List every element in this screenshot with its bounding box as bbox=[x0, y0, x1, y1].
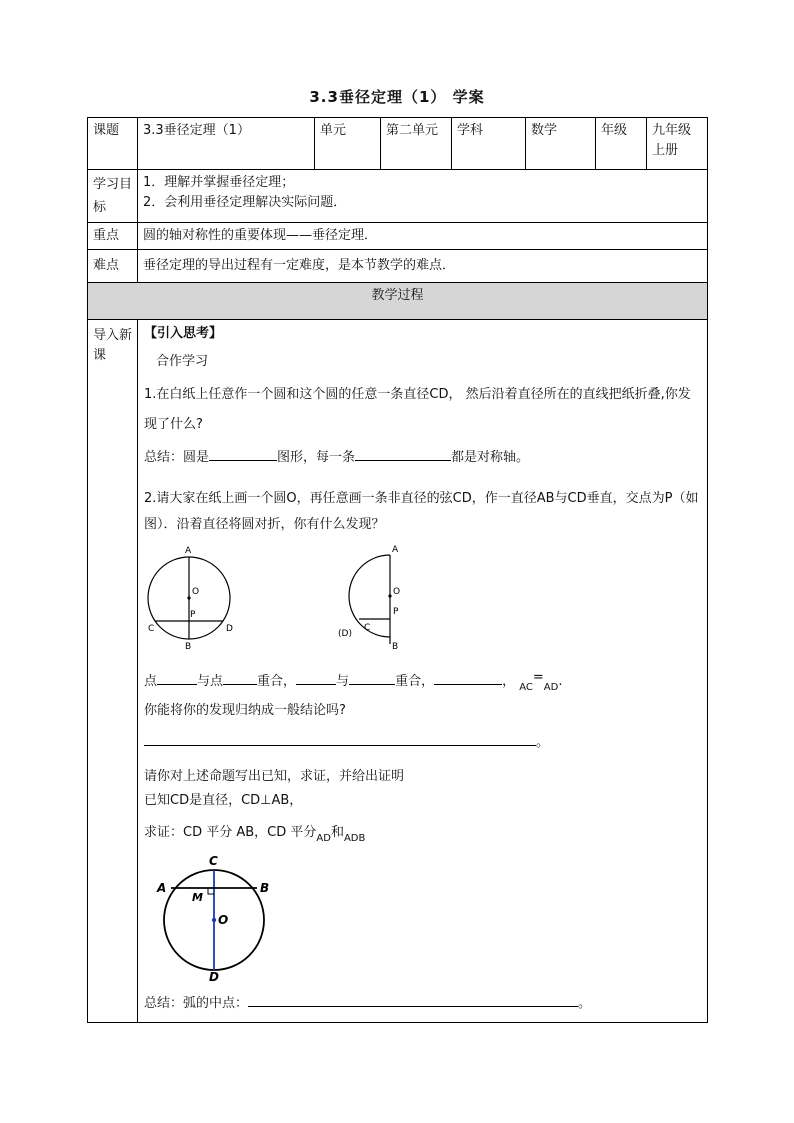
fill-text: 与 bbox=[336, 674, 350, 689]
goals-content bbox=[138, 170, 708, 223]
given-statement: 已知CD是直径，CD⊥AB， bbox=[144, 793, 303, 808]
arc-ad: AD bbox=[543, 682, 559, 693]
blank-field[interactable] bbox=[434, 670, 502, 685]
key-point-value: 圆的轴对称性的重要体现——垂径定理． bbox=[138, 223, 708, 250]
label-C: C bbox=[209, 854, 218, 868]
grade-label: 年级 bbox=[596, 118, 647, 170]
process-heading-row bbox=[88, 283, 708, 320]
generalize-answer bbox=[144, 731, 701, 753]
goal-item: 2．会利用垂径定理解决实际问题． bbox=[143, 195, 347, 210]
label-A: A bbox=[392, 545, 399, 555]
prove-arc-adb: ADB bbox=[343, 833, 366, 844]
blank-field[interactable] bbox=[296, 670, 336, 685]
intro-row bbox=[88, 320, 708, 1023]
grade-value: 九年级上册 bbox=[647, 118, 708, 170]
unit-value: 第二单元 bbox=[381, 118, 452, 170]
prove-text: 求证：CD 平分 AB，CD 平分 bbox=[144, 825, 317, 840]
label-O: O bbox=[393, 587, 401, 597]
label-P: P bbox=[190, 610, 196, 620]
difficulty-label: 难点 bbox=[88, 250, 138, 283]
fill-text: 点 bbox=[144, 674, 158, 689]
fill-end: . bbox=[558, 674, 563, 689]
arc-ac: AC bbox=[519, 682, 533, 693]
goal-item: 1．理解并掌握垂径定理； bbox=[143, 175, 295, 190]
figures-row bbox=[144, 542, 701, 652]
generalize-question: 你能将你的发现归纳成一般结论吗? bbox=[144, 703, 346, 718]
topic-label: 课题 bbox=[88, 118, 138, 170]
label-M: M bbox=[192, 891, 203, 904]
blank-field[interactable] bbox=[355, 446, 451, 461]
summary1-post: 都是对称轴。 bbox=[451, 450, 530, 465]
blank-field[interactable] bbox=[248, 992, 578, 1007]
label-D: (D) bbox=[338, 629, 352, 639]
summary1-pre: 总结：圆是 bbox=[144, 450, 210, 465]
fill-text: 重合， bbox=[395, 674, 435, 689]
summary2-text: 总结：弧的中点： bbox=[144, 996, 249, 1011]
label-B: B bbox=[392, 642, 399, 652]
fill-line bbox=[144, 670, 701, 693]
question-1: 1.在白纸上任意作一个圆和这个圆的任意一条直径CD， 然后沿着直径所在的直线把纸折叠,你发现了什么? bbox=[144, 387, 691, 432]
section-content bbox=[138, 320, 708, 1023]
figure-1 bbox=[144, 542, 244, 652]
label-O: O bbox=[218, 913, 229, 927]
intro-heading: 【引入思考】 bbox=[144, 326, 223, 341]
label-P: P bbox=[393, 607, 399, 617]
label-B: B bbox=[260, 881, 270, 895]
prove-and: 和 bbox=[330, 825, 344, 840]
section-label: 导入新课 bbox=[88, 320, 138, 1023]
label-B: B bbox=[185, 642, 192, 652]
label-A: A bbox=[185, 546, 192, 556]
prove-arc-ad: AD bbox=[316, 833, 331, 844]
figure-3-wrap bbox=[144, 852, 701, 982]
key-point-row bbox=[88, 223, 708, 250]
prove-statement bbox=[144, 823, 701, 844]
label-D: D bbox=[226, 624, 233, 634]
blank-field[interactable] bbox=[157, 670, 197, 685]
label-A: A bbox=[157, 881, 167, 895]
blank-field[interactable] bbox=[144, 731, 536, 746]
key-point-label: 重点 bbox=[88, 223, 138, 250]
blank-field[interactable] bbox=[349, 670, 395, 685]
label-C: C bbox=[148, 624, 155, 634]
fill-text: 重合， bbox=[257, 674, 297, 689]
subject-label: 学科 bbox=[452, 118, 526, 170]
lesson-table bbox=[87, 117, 708, 1023]
label-O: O bbox=[192, 587, 200, 597]
proof-prompt: 请你对上述命题写出已知，求证，并给出证明 bbox=[144, 769, 405, 784]
period: 。 bbox=[536, 735, 550, 750]
topic-value: 3.3垂径定理（1） bbox=[138, 118, 315, 170]
arc-equals: = bbox=[532, 670, 544, 685]
unit-label: 单元 bbox=[315, 118, 381, 170]
goals-row bbox=[88, 170, 708, 223]
question-2: 2.请大家在纸上画一个圆O，再任意画一条非直径的弦CD，作一直径AB与CD垂直，交点为P（如图）．沿着直径将圆对折，你有什么发现？ bbox=[144, 491, 699, 532]
figure-3 bbox=[150, 852, 280, 982]
figure-2 bbox=[332, 542, 422, 652]
period: 。 bbox=[578, 996, 592, 1011]
fill-text: 与点 bbox=[197, 674, 224, 689]
goals-label: 学习目标 bbox=[88, 170, 138, 223]
header-row bbox=[88, 118, 708, 170]
label-C: C bbox=[364, 623, 371, 633]
page-title: 3.3垂径定理（1） 学案 bbox=[309, 88, 485, 106]
blank-field[interactable] bbox=[209, 446, 277, 461]
summary1-mid: 图形，每一条 bbox=[277, 450, 356, 465]
summary-1 bbox=[144, 446, 701, 468]
difficulty-row bbox=[88, 250, 708, 283]
difficulty-value: 垂径定理的导出过程有一定难度，是本节教学的难点． bbox=[138, 250, 708, 283]
process-heading: 教学过程 bbox=[88, 283, 708, 320]
coop-label: 合作学习 bbox=[156, 354, 209, 369]
subject-value: 数学 bbox=[526, 118, 596, 170]
fill-text: ， bbox=[502, 674, 516, 689]
summary-2 bbox=[144, 992, 701, 1014]
blank-field[interactable] bbox=[223, 670, 257, 685]
label-D: D bbox=[209, 970, 219, 982]
